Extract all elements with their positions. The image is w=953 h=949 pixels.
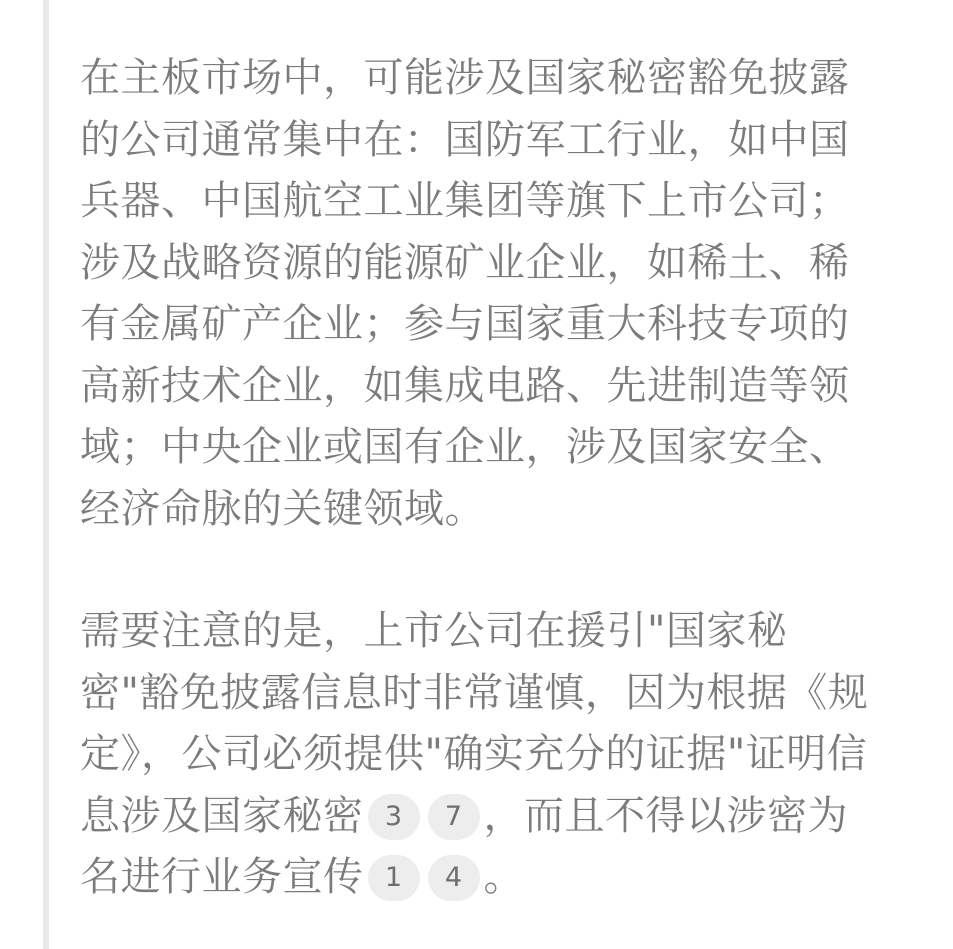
citation-badge[interactable]: 7: [428, 794, 480, 840]
paragraph-2-text-1: 需要注意的是，上市公司在援引"国家秘密"豁免披露信息时非常谨慎，因为根据《规定》，公司必须提供"确实充分的证据"证明信息涉及国家秘密: [80, 608, 869, 839]
answer-text: [80, 48, 886, 909]
citation-badge[interactable]: 3: [368, 794, 420, 840]
quote-rule: [43, 0, 49, 949]
paragraph-1: 在主板市场中，可能涉及国家秘密豁免披露的公司通常集中在：国防军工行业，如中国兵器、中国航空工业集团等旗下上市公司；涉及战略资源的能源矿业企业，如稀土、稀有金属矿产企业；参与国家重大科技专项的高新技术企业，如集成电路、先进制造等领域；中央企业或国有企业，涉及国家安全、经济命脉的关键领域。: [80, 55, 850, 532]
citation-badge[interactable]: 1: [368, 855, 420, 901]
citation-badge[interactable]: 4: [428, 855, 480, 901]
paragraph-2-text-3: 。: [483, 854, 524, 900]
paragraph-2: [80, 601, 886, 909]
paragraph-2-text-2: ，而且不得以涉密为名进行业务宣传: [80, 792, 848, 900]
